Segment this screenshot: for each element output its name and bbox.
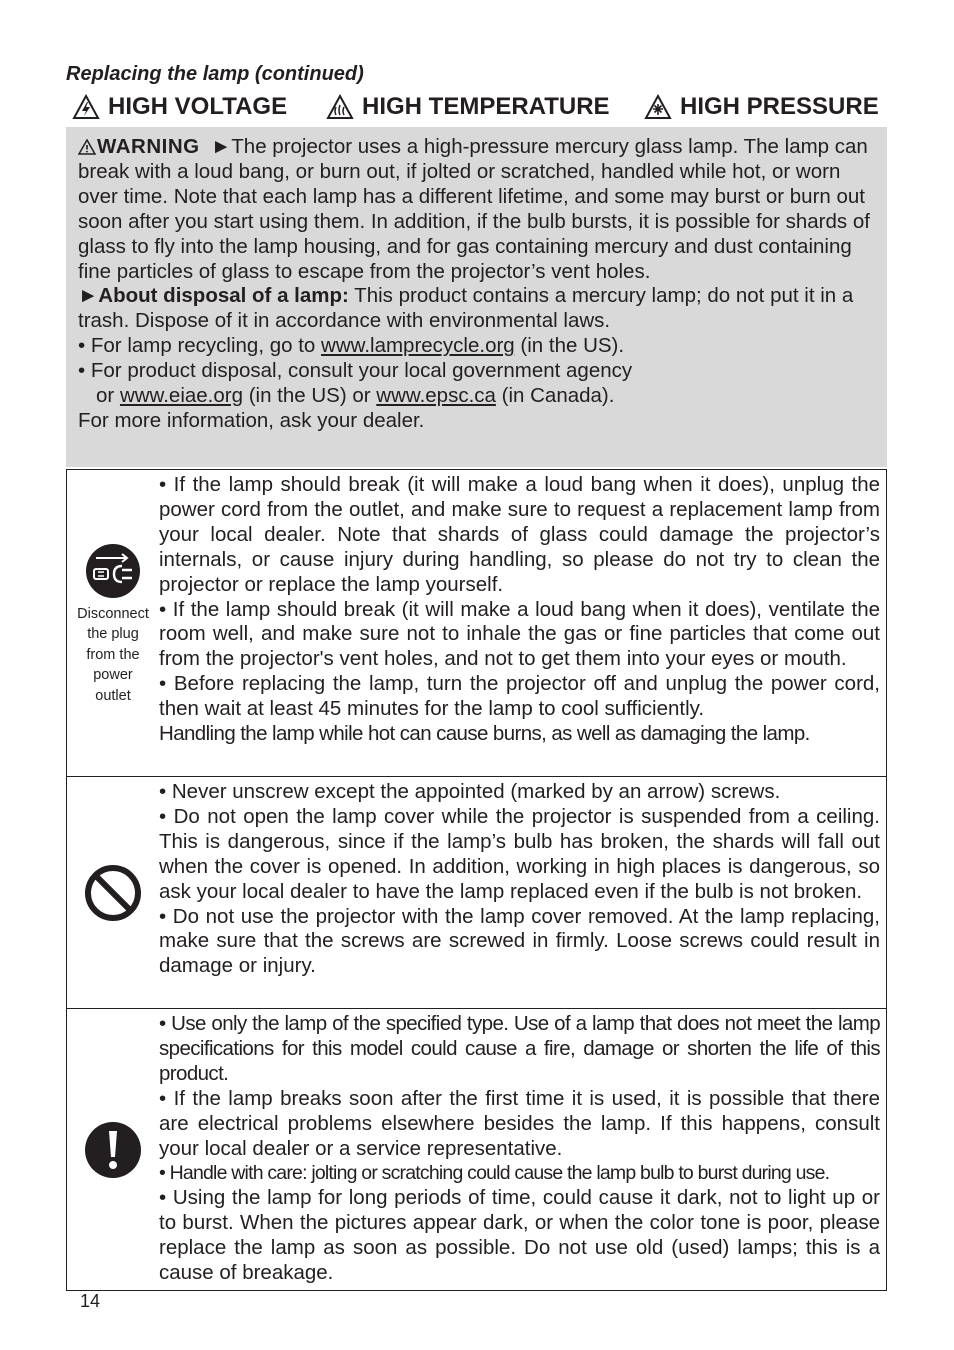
table-row (67, 1009, 886, 1291)
warning-triangle-icon (78, 139, 96, 155)
bullet-text: • If the lamp should break (it will make a loud bang when it does), ventilate the room well, and make sure not to inhale the gas or fine particles that come out from the projector's vent holes, and not to get them into your eyes or mouth. (159, 597, 880, 671)
hazard-high-temperature (326, 93, 610, 121)
disposal-text: This product contains a mercury lamp; do not put it in a trash. Dispose of it in accordance with environmental laws. (78, 284, 854, 333)
table-row (67, 470, 886, 777)
hazard-label: HIGH VOLTAGE (108, 93, 288, 120)
disposal-heading: ►About disposal of a lamp: (78, 284, 349, 308)
prohibited-icon (84, 864, 142, 922)
high-pressure-warning-icon (644, 94, 672, 120)
row-text-cell (159, 777, 886, 1008)
warning-box (66, 127, 887, 467)
page-number: 14 (80, 1291, 101, 1311)
warning-label: WARNING (78, 135, 200, 158)
hazard-high-pressure (644, 93, 879, 121)
bullet-text: Handling the lamp while hot can cause burns, as well as damaging the lamp. (159, 722, 810, 746)
high-temperature-warning-icon (326, 94, 354, 120)
table-row (67, 777, 886, 1009)
unplug-icon (86, 544, 140, 598)
recycle-line: • For lamp recycling, go to www.lamprecycle.org (in the US). (78, 334, 625, 358)
epsc-link[interactable]: www.epsc.ca (376, 384, 496, 408)
mandatory-exclamation-icon (84, 1121, 142, 1179)
product-disposal-links: or www.eiae.org (in the US) or www.epsc.ca (in Canada). (96, 384, 615, 408)
arrow-marker: ► (210, 135, 232, 158)
bullet-text: • Using the lamp for long periods of time, could cause it dark, not to light up or to burst. When the pictures appear dark, or when the color tone is poor, please replace the lamp as soon as possible. Do not use old (used) lamps; this is a cause of breakage. (159, 1186, 880, 1285)
bullet-text: • Use only the lamp of the specified type. Use of a lamp that does not meet the lamp specifications for this model could cause a fire, damage or shorten the life of this product. (159, 1012, 880, 1085)
hazard-label: HIGH TEMPERATURE (362, 93, 610, 120)
bullet-text: • Do not use the projector with the lamp cover removed. At the lamp replacing, make sure that the screws are screwed in firmly. Loose screws could result in damage or injury. (159, 904, 880, 978)
unplug-caption: Disconnect the plug from the power outlet (77, 606, 149, 704)
row-text-cell (159, 470, 886, 776)
bullet-text: • Never unscrew except the appointed (marked by an arrow) screws. (159, 780, 781, 803)
bullet-text: • Do not open the lamp cover while the projector is suspended from a ceiling. This is dangerous, since if the lamp’s bulb has broken, the shards will fall out when the cover is opened. In addition, working in high places is dangerous, so ask your local dealer to have the lamp replaced even if the bulb is not broken. (159, 804, 880, 903)
bullet-text: • Handle with care: jolting or scratching could cause the lamp bulb to burst during use. (159, 1162, 830, 1185)
row-icon-cell (67, 777, 159, 1008)
section-subtitle: Replacing the lamp (continued) (66, 63, 364, 85)
row-icon-cell (67, 470, 159, 776)
lamprecycle-link[interactable]: www.lamprecycle.org (321, 334, 515, 358)
disposal-paragraph (78, 284, 875, 334)
row-icon-cell (67, 1009, 159, 1290)
product-disposal-line: • For product disposal, consult your local government agency (78, 359, 633, 383)
hazard-high-voltage (72, 93, 287, 121)
bullet-text: • If the lamp breaks soon after the first time it is used, it is possible that there are electrical problems elsewhere besides the lamp. If this happens, consult your local dealer or a service representative. (159, 1086, 880, 1160)
warning-paragraph (78, 135, 875, 284)
bullet-text: • If the lamp should break (it will make a loud bang when it does), unplug the power cord from the outlet, and make sure to request a replacement lamp from your local dealer. Note that shards of glass could damage the projector’s internals, or cause injury during handling, so please do not try to clean the projector or replace the lamp yourself. (159, 473, 880, 596)
eiae-link[interactable]: www.eiae.org (119, 384, 243, 408)
hazard-headings (72, 90, 892, 124)
bullet-text: • Before replacing the lamp, turn the projector off and unplug the power cord, then wait at least 45 minutes for the lamp to cool sufficiently. (159, 672, 880, 721)
row-text-cell (159, 1009, 886, 1290)
safety-table (66, 469, 887, 1291)
hazard-label: HIGH PRESSURE (680, 93, 879, 120)
warning-text: The projector uses a high-pressure mercury glass lamp. The lamp can break with a loud bang, or burn out, if jolted or scratched, handled while hot, or worn over time. Note that each lamp has a different lifetime, and some may burst or burn out soon after you start using them. In addition, if the bulb bursts, it is possible for shards of glass to fly into the lamp housing, and for gas containing mercury and dust containing fine particles of glass to escape from the projector’s vent holes. (78, 135, 870, 283)
more-info-line: For more information, ask your dealer. (78, 408, 425, 432)
high-voltage-warning-icon (72, 94, 100, 120)
